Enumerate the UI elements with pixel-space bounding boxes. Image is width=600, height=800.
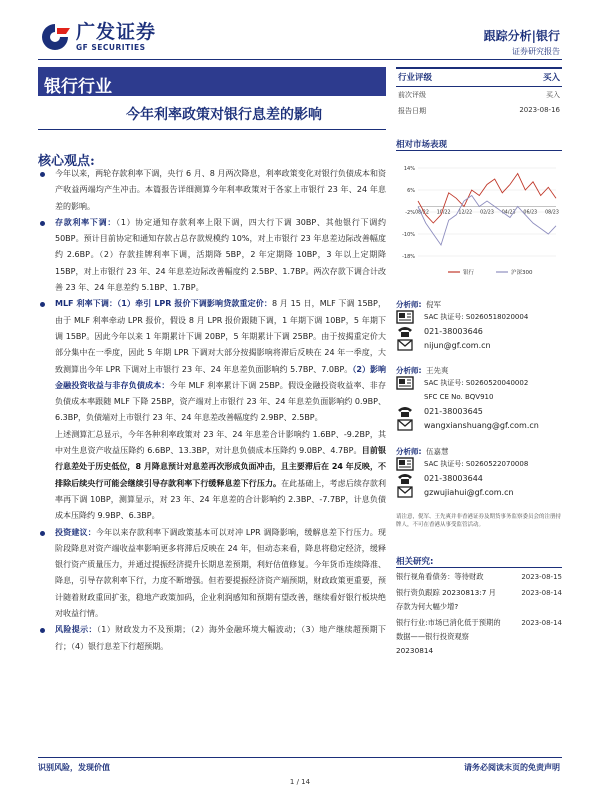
- analyst-name: 伍嘉慧: [426, 447, 449, 456]
- company-logo: [38, 22, 156, 52]
- related-item-date: 2023-08-14: [521, 619, 562, 627]
- bullet-text: （1）财政发力不及预期；（2）海外金融环境大幅波动；（3）地产继续超预期下行；（4）银行息差下行超预期。: [55, 625, 386, 651]
- bullet-text: 今年以来存款利率下调政策基本可以对冲 LPR 调降影响，缓解息差下行压力。现阶段降息对资产端收益率影响更多将滞后反映在 24 年，但动态来看，降息将稳定经济，缓释银行资产质量压力，并通过提振经济提升长期息差预期，利好估值修复。今年货币连续降准、降息，引导存款利率下行，力度不断增强。但若要提振经济资产端预期，财政政策更重要，预计随着财政重回扩张，稳地产政策加码，企业利润感知和预期有望改善，继续看好银行板块绝对收益行情。: [55, 527, 386, 619]
- chart-legend-label: 沪深300: [511, 270, 533, 276]
- analyst-sac-row: [396, 376, 562, 390]
- chart-title: 相对市场表现: [396, 140, 448, 150]
- analyst-header: [396, 446, 562, 457]
- analyst-label: 分析师:: [396, 447, 422, 456]
- chart-y-tick-label: 14%: [403, 166, 415, 172]
- chart-x-tick-label: 10/22: [436, 210, 451, 216]
- title-divider: [38, 129, 386, 130]
- footer-divider: [38, 757, 562, 758]
- bullet-lead: MLF 利率下调：: [55, 299, 118, 309]
- analyst-email[interactable]: gzwujiahui@gf.com.cn: [424, 487, 514, 497]
- related-item[interactable]: [396, 616, 562, 658]
- bullet-risk: [38, 622, 386, 655]
- related-research-heading: 相关研究:: [396, 557, 434, 567]
- chart-y-tick-label: 6%: [407, 188, 415, 194]
- prev-rating-value: 买入: [546, 91, 560, 99]
- bullet-highlight: 目前银行息差处于历史低位，8 月降息预计对息差再次形成负面冲击，且主要滞后在 24 年反映，不排除后续央行可能会继续引导存款利率下行缓释息差下行压力。: [55, 446, 386, 488]
- bullet-investment-advice: [38, 525, 386, 623]
- rating-box: [396, 67, 562, 119]
- analyst-phone[interactable]: 021-38003644: [424, 473, 483, 483]
- rating-label: 行业评级: [398, 73, 433, 83]
- chart-x-tick-label: 12/22: [458, 210, 473, 216]
- bullet-intro: [38, 166, 386, 215]
- related-item[interactable]: [396, 570, 562, 584]
- chart-series-line: [418, 196, 556, 246]
- analyst-label: 分析师:: [396, 300, 422, 309]
- related-item-date: 2023-08-14: [521, 589, 562, 597]
- analyst-header: [396, 299, 562, 310]
- chart-x-tick-label: 04/23: [501, 210, 516, 216]
- rating-header: [396, 67, 562, 87]
- analyst-sac: SAC 执证号: S0260520040002: [424, 379, 529, 387]
- bullet-lead: 投资建议：: [55, 527, 96, 537]
- phone-icon: [396, 471, 424, 485]
- phone-icon: [396, 404, 424, 418]
- analyst-phone[interactable]: 021-38003645: [424, 406, 483, 416]
- bullet-mlf-rate: [38, 296, 386, 426]
- email-icon: [396, 418, 424, 432]
- related-item[interactable]: [396, 586, 562, 614]
- chart-y-tick-label: -10%: [402, 232, 415, 238]
- logo-cn-text: 广发证券: [76, 20, 157, 43]
- chart-x-tick-label: 08/22: [415, 210, 429, 216]
- analyst-email-row: [396, 418, 562, 432]
- bullet-text: 在此基础上，考虑后续存款利率再下调 10BP，测算显示，对 23 年、24 年息差的合计影响约 2.3BP、-7.7BP，计息负债成本压降约 9.9BP、6.3BP。: [55, 478, 387, 521]
- chart-x-tick-label: 06/23: [523, 210, 538, 216]
- related-item-title[interactable]: 银行资负跟踪 20230813:7 月存款为何大幅少增?: [396, 588, 496, 611]
- header-divider: [38, 59, 562, 60]
- analyst-name: 王先爽: [426, 366, 449, 375]
- related-item-title[interactable]: 银行行业:市场已消化低于预期的数据——银行投资观察 20230814: [396, 618, 501, 655]
- analyst-sfc-row: [396, 390, 562, 404]
- gf-logo-icon: [38, 22, 72, 52]
- related-item-date: 2023-08-15: [521, 573, 562, 581]
- bullet-sublead: （2）影响金融投资收益与非存负债成本：: [55, 364, 386, 390]
- chart-x-tick-label: 08/23: [545, 210, 559, 216]
- sector-banner: 银行行业: [38, 67, 386, 96]
- analyst-name: 倪军: [426, 300, 441, 309]
- analyst-sac-row: [396, 310, 562, 324]
- analyst-email[interactable]: nijun@gf.com.cn: [424, 340, 491, 350]
- analyst-header: [396, 365, 562, 376]
- footer-slogan: 识别风险，发现价值: [38, 763, 110, 772]
- analyst-disclaimer: 请注意，倪军、王先爽并非香港证券及期货事务监察委员会的注册持牌人，不可在香港从事受监管活动。: [396, 514, 562, 528]
- analyst-block-3: [396, 446, 562, 499]
- email-icon: [396, 338, 424, 352]
- analyst-email[interactable]: wangxianshuang@gf.com.cn: [424, 420, 539, 430]
- page-number: 1 / 14: [289, 778, 311, 786]
- related-divider: [396, 567, 562, 568]
- report-date-value: 2023-08-16: [519, 106, 560, 114]
- bullet-deposit-rate: [38, 215, 386, 296]
- report-date-label: 报告日期: [398, 107, 426, 115]
- phone-icon: [396, 324, 424, 338]
- chart-divider: [396, 150, 562, 151]
- bullet-text: 今年以来，两轮存款利率下调，央行 6 月、8 月两次降息，利率政策变化对银行负债成本和资产收益两端均产生冲击。本篇报告详细测算今年利率政策对于各家上市银行 23 年、24 年息差的影响。: [55, 169, 386, 211]
- core-views-heading: 核心观点:: [38, 154, 95, 169]
- rating-value: 买入: [542, 73, 560, 83]
- analyst-label: 分析师:: [396, 366, 422, 375]
- chart-y-tick-label: -18%: [402, 254, 415, 260]
- bullet-sublead: （1）牵引 LPR 报价下调影响贷款重定价：: [117, 299, 273, 309]
- chart-series-line: [418, 174, 556, 224]
- analyst-sac: SAC 执证号: S0260518020004: [424, 313, 529, 321]
- id-card-icon: [396, 310, 424, 324]
- chart-y-tick-label: -2%: [405, 210, 415, 216]
- chart-x-tick-label: 02/23: [480, 210, 494, 216]
- analyst-block-2: [396, 365, 562, 432]
- logo-en-text: GF SECURITIES: [76, 42, 146, 52]
- report-date-row: [396, 103, 562, 119]
- prev-rating-label: 前次评级: [398, 91, 426, 99]
- analyst-phone-row: [396, 471, 562, 485]
- bullet-text: （1）协定通知存款利率上限下调，四大行下调 30BP、其他银行下调约 50BP。预计目前协定和通知存款占总存款规模约 10%，对上市银行 23 年息差边际改善幅度约 2.6BP。（2）存款挂牌利率下调，活期降 5BP，2 年定期降 10BP，3 年以上定期降 15BP，对上市银行 23 年、24 年息差边际改善幅度约 2.5BP、1.7BP。两次存款下调合计改善 23 年、24 年息差约 5.1BP、1.7BP。: [55, 217, 387, 293]
- report-subtitle: 证券研究报告: [512, 47, 560, 56]
- analyst-phone[interactable]: 021-38003646: [424, 326, 483, 336]
- email-icon: [396, 485, 424, 499]
- bullet-lead: 风险提示：: [55, 625, 97, 635]
- analyst-sac: SAC 执证号: S0260522070008: [424, 460, 529, 468]
- analyst-phone-row: [396, 324, 562, 338]
- analyst-block-1: [396, 299, 562, 352]
- report-type: 跟踪分析|银行: [483, 29, 560, 43]
- core-views-body: [38, 166, 386, 655]
- analyst-sfc: SFC CE No. BQV910: [424, 393, 494, 401]
- id-card-icon: [396, 457, 424, 471]
- prev-rating-row: [396, 87, 562, 103]
- relative-performance-chart: [396, 160, 562, 285]
- footer-disclaimer-link[interactable]: 请务必阅读末页的免责声明: [464, 763, 560, 772]
- bullet-summary: [38, 427, 386, 525]
- analyst-email-row: [396, 338, 562, 352]
- id-card-icon: [396, 376, 424, 390]
- bullet-lead: 存款利率下调：: [55, 217, 117, 227]
- analyst-sac-row: [396, 457, 562, 471]
- analyst-phone-row: [396, 404, 562, 418]
- bullet-text: 上述测算汇总显示，今年各种利率政策对 23 年、24 年息差合计影响约 1.6BP、-9.2BP，其中对生息资产收益压降约 6.6BP、13.3BP，对计息负债成本压降约 9.0BP、4.7BP。: [55, 429, 386, 456]
- related-item-title[interactable]: 银行视角看债务：等待财政: [396, 572, 484, 581]
- analyst-email-row: [396, 485, 562, 499]
- chart-legend-label: 银行: [463, 270, 475, 276]
- bullet-text: 8 月 15 日，MLF 下调 15BP，由于 MLF 利率牵动 LPR 报价，假设 8 月 LPR 报价跟随下调，1 年期下调 10BP，5 年期下调 15BP。因此今年以来 1 年期累计下调 20BP，5 年期累计下调 25BP。由于按揭重定价大部分集中在一季度，因此 5 年期 LPR 下调对大部分按揭影响将滞后反映在 24 年一季度，大致测算出今年 LPR 下调对上市银行 23 年、24 年息差负面影响约 5.7BP、7.0BP。: [55, 299, 386, 374]
- related-research-list: [396, 570, 562, 658]
- bullet-text: 今年 MLF 利率累计下调 25BP。假设金融投资收益率、非存负债成本率跟随 MLF 下降 25BP，资产端对上市银行 23 年、24 年息差负面影响约 0.9BP、6.3BP，负债端对上市银行 23 年、24 年息差改善幅度约 2.9BP、2.5BP。: [55, 380, 386, 423]
- report-title: 今年利率政策对银行息差的影响: [126, 107, 322, 123]
